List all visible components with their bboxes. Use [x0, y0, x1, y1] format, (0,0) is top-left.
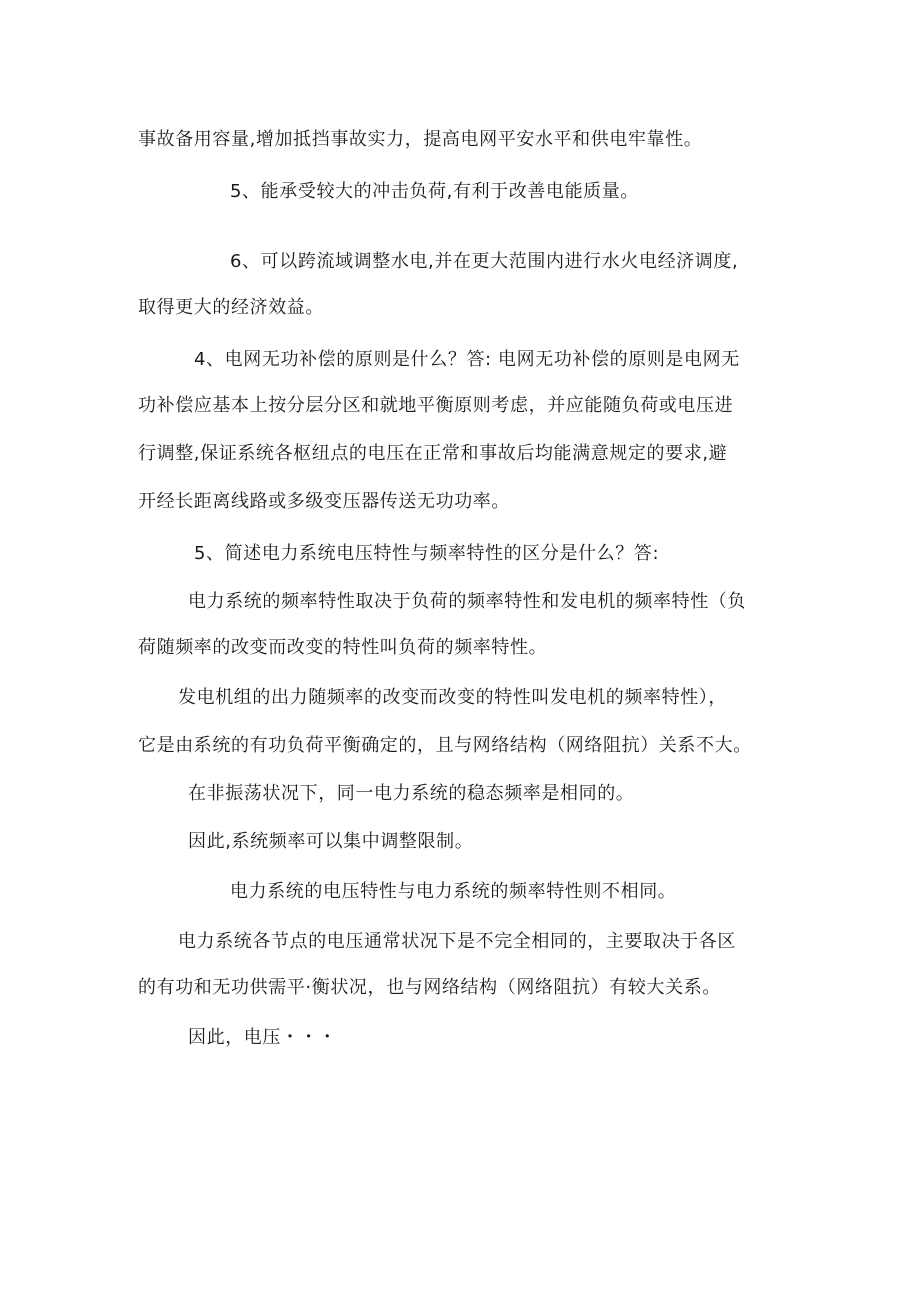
text-line: 6、可以跨流域调整水电,并在更大范围内进行水火电经济调度, — [230, 251, 739, 272]
text-line: 电力系统的频率特性取决于负荷的频率特性和发电机的频率特性（负 — [188, 591, 746, 612]
text-line: 因此，电压・・・ — [188, 1027, 337, 1048]
text-line: 因此,系统频率可以集中调整限制。 — [188, 831, 474, 852]
text-line: 功补偿应基本上按分层分区和就地平衡原则考虑，并应能随负荷或电压进 — [138, 395, 734, 416]
text-line: 行调整,保证系统各枢纽点的电压在正常和事故后均能满意规定的要求,避 — [138, 443, 728, 464]
text-line: 事故备用容量,增加抵挡事故实力，提高电网平安水平和供电牢靠性。 — [138, 129, 703, 150]
text-line: 荷随频率的改变而改变的特性叫负荷的频率特性。 — [138, 637, 548, 658]
text-line: 取得更大的经济效益。 — [138, 297, 324, 318]
text-line: 开经长距离线路或多级变压器传送无功功率。 — [138, 491, 510, 512]
text-line: 电力系统的电压特性与电力系统的频率特性则不相同。 — [230, 881, 677, 902]
text-line: 电力系统各节点的电压通常状况下是不完全相同的，主要取决于各区 — [178, 931, 736, 952]
text-line: 它是由系统的有功负荷平衡确定的，且与网络结构（网络阻抗）关系不大。 — [138, 735, 752, 756]
text-line: 5、简述电力系统电压特性与频率特性的区分是什么？答: — [194, 543, 660, 564]
text-line: 发电机组的出力随频率的改变而改变的特性叫发电机的频率特性）， — [178, 687, 727, 708]
text-line: 5、能承受较大的冲击负荷,有利于改善电能质量。 — [230, 181, 639, 202]
text-line: 的有功和无功供需平·衡状况，也与网络结构（网络阻抗）有较大关系。 — [138, 977, 721, 998]
text-line: 4、电网无功补偿的原则是什么？答: 电网无功补偿的原则是电网无 — [194, 349, 740, 370]
text-line: 在非振荡状况下，同一电力系统的稳态频率是相同的。 — [188, 783, 635, 804]
